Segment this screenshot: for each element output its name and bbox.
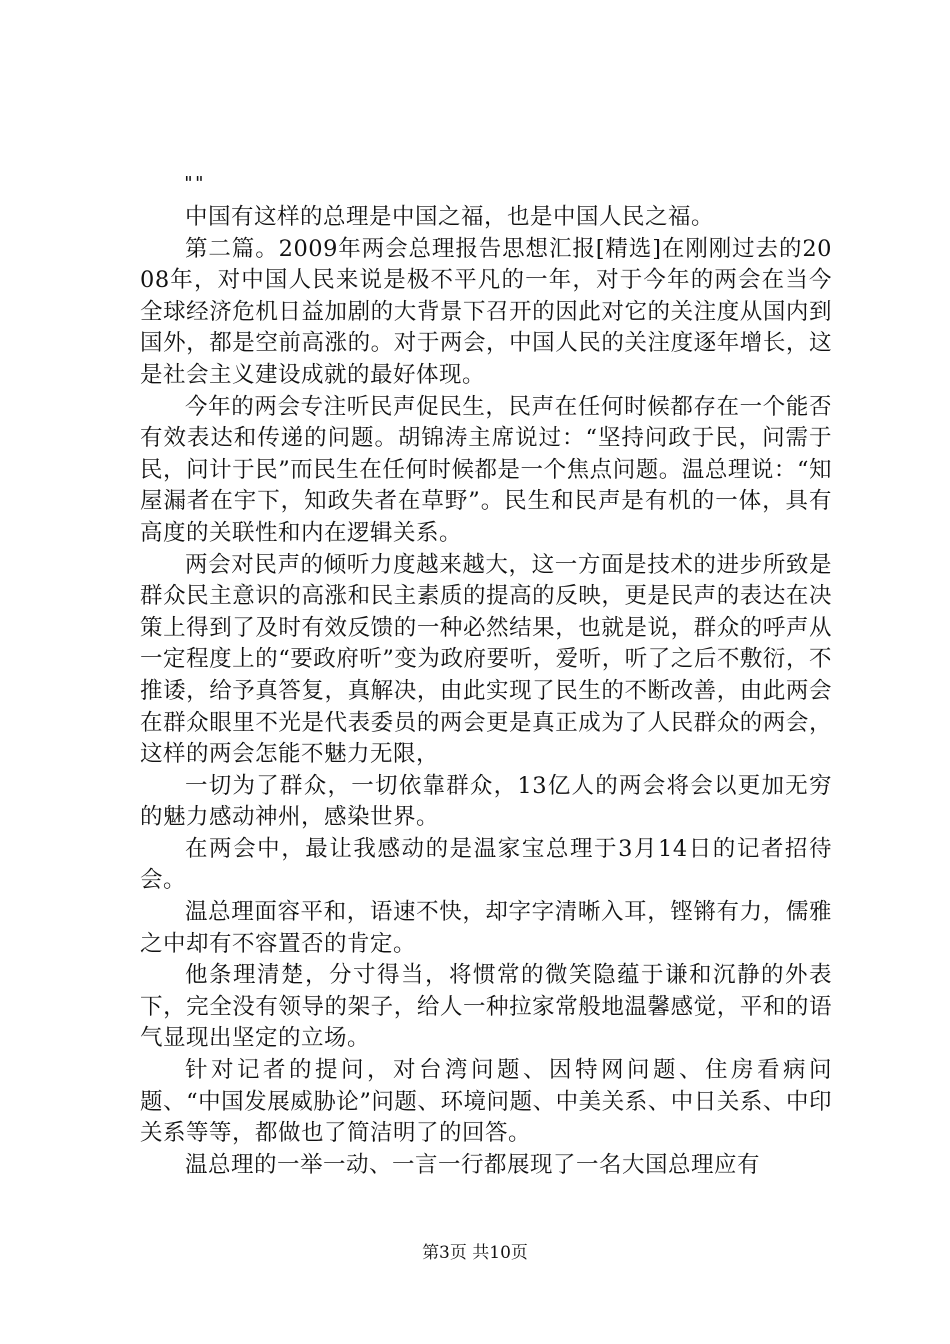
paragraph: 两会对民声的倾听力度越来越大，这一方面是技术的进步所致是群众民主意识的高涨和民主素质的提高的反映，更是民声的表达在决策上得到了及时有效反馈的一种必然结果，也就是说，群众的呼声从一定程度上的“要政府听”变为政府要听，爱听，听了之后不敷衍，不推诿，给予真答复，真解决，由此实现了民生的不断改善，由此两会在群众眼里不光是代表委员的两会更是真正成为了人民群众的两会，这样的两会怎能不魅力无限，	[140, 551, 832, 768]
leading-quote-mark: ""	[183, 173, 205, 194]
paragraph: 今年的两会专注听民声促民生，民声在任何时候都存在一个能否有效表达和传递的问题。胡锦涛主席说过：“坚持问政于民，问需于民，问计于民”而民生在任何时候都是一个焦点问题。温总理说：“知屋漏者在宇下，知政失者在草野”。民生和民声是有机的一体，具有高度的关联性和内在逻辑关系。	[140, 393, 832, 546]
page-number-footer: 第3页 共10页	[422, 1243, 528, 1263]
paragraph: 在两会中，最让我感动的是温家宝总理于3月14日的记者招待会。	[140, 835, 832, 894]
paragraph: 针对记者的提问，对台湾问题、因特网问题、住房看病问题、“中国发展威胁论”问题、环境问题、中美关系、中日关系、中印关系等等，都做也了简洁明了的回答。	[140, 1057, 832, 1147]
paragraph: 一切为了群众，一切依靠群众，13亿人的两会将会以更加无穷的魅力感动神州，感染世界。	[140, 772, 832, 831]
paragraph: 中国有这样的总理是中国之福，也是中国人民之福。	[185, 204, 715, 230]
paragraph: 他条理清楚，分寸得当，将惯常的微笑隐蕴于谦和沉静的外表下，完全没有领导的架子，给人一种拉家常般地温馨感觉，平和的语气显现出坚定的立场。	[140, 962, 832, 1052]
paragraph: 温总理面容平和，语速不快，却字字清晰入耳，铿锵有力，儒雅之中却有不容置否的肯定。	[140, 899, 832, 957]
paragraph: 温总理的一举一动、一言一行都展现了一名大国总理应有	[185, 1151, 761, 1178]
document-body	[140, 202, 832, 1181]
paragraph: 第二篇。2009年两会总理报告思想汇报[精选]在刚刚过去的2008年，对中国人民来说是极不平凡的一年，对于今年的两会在当今全球经济危机日益加剧的大背景下召开的因此对它的关注度从国内到国外，都是空前高涨的。对于两会，中国人民的关注度逐年增长，这是社会主义建设成就的最好体现。	[140, 235, 832, 388]
